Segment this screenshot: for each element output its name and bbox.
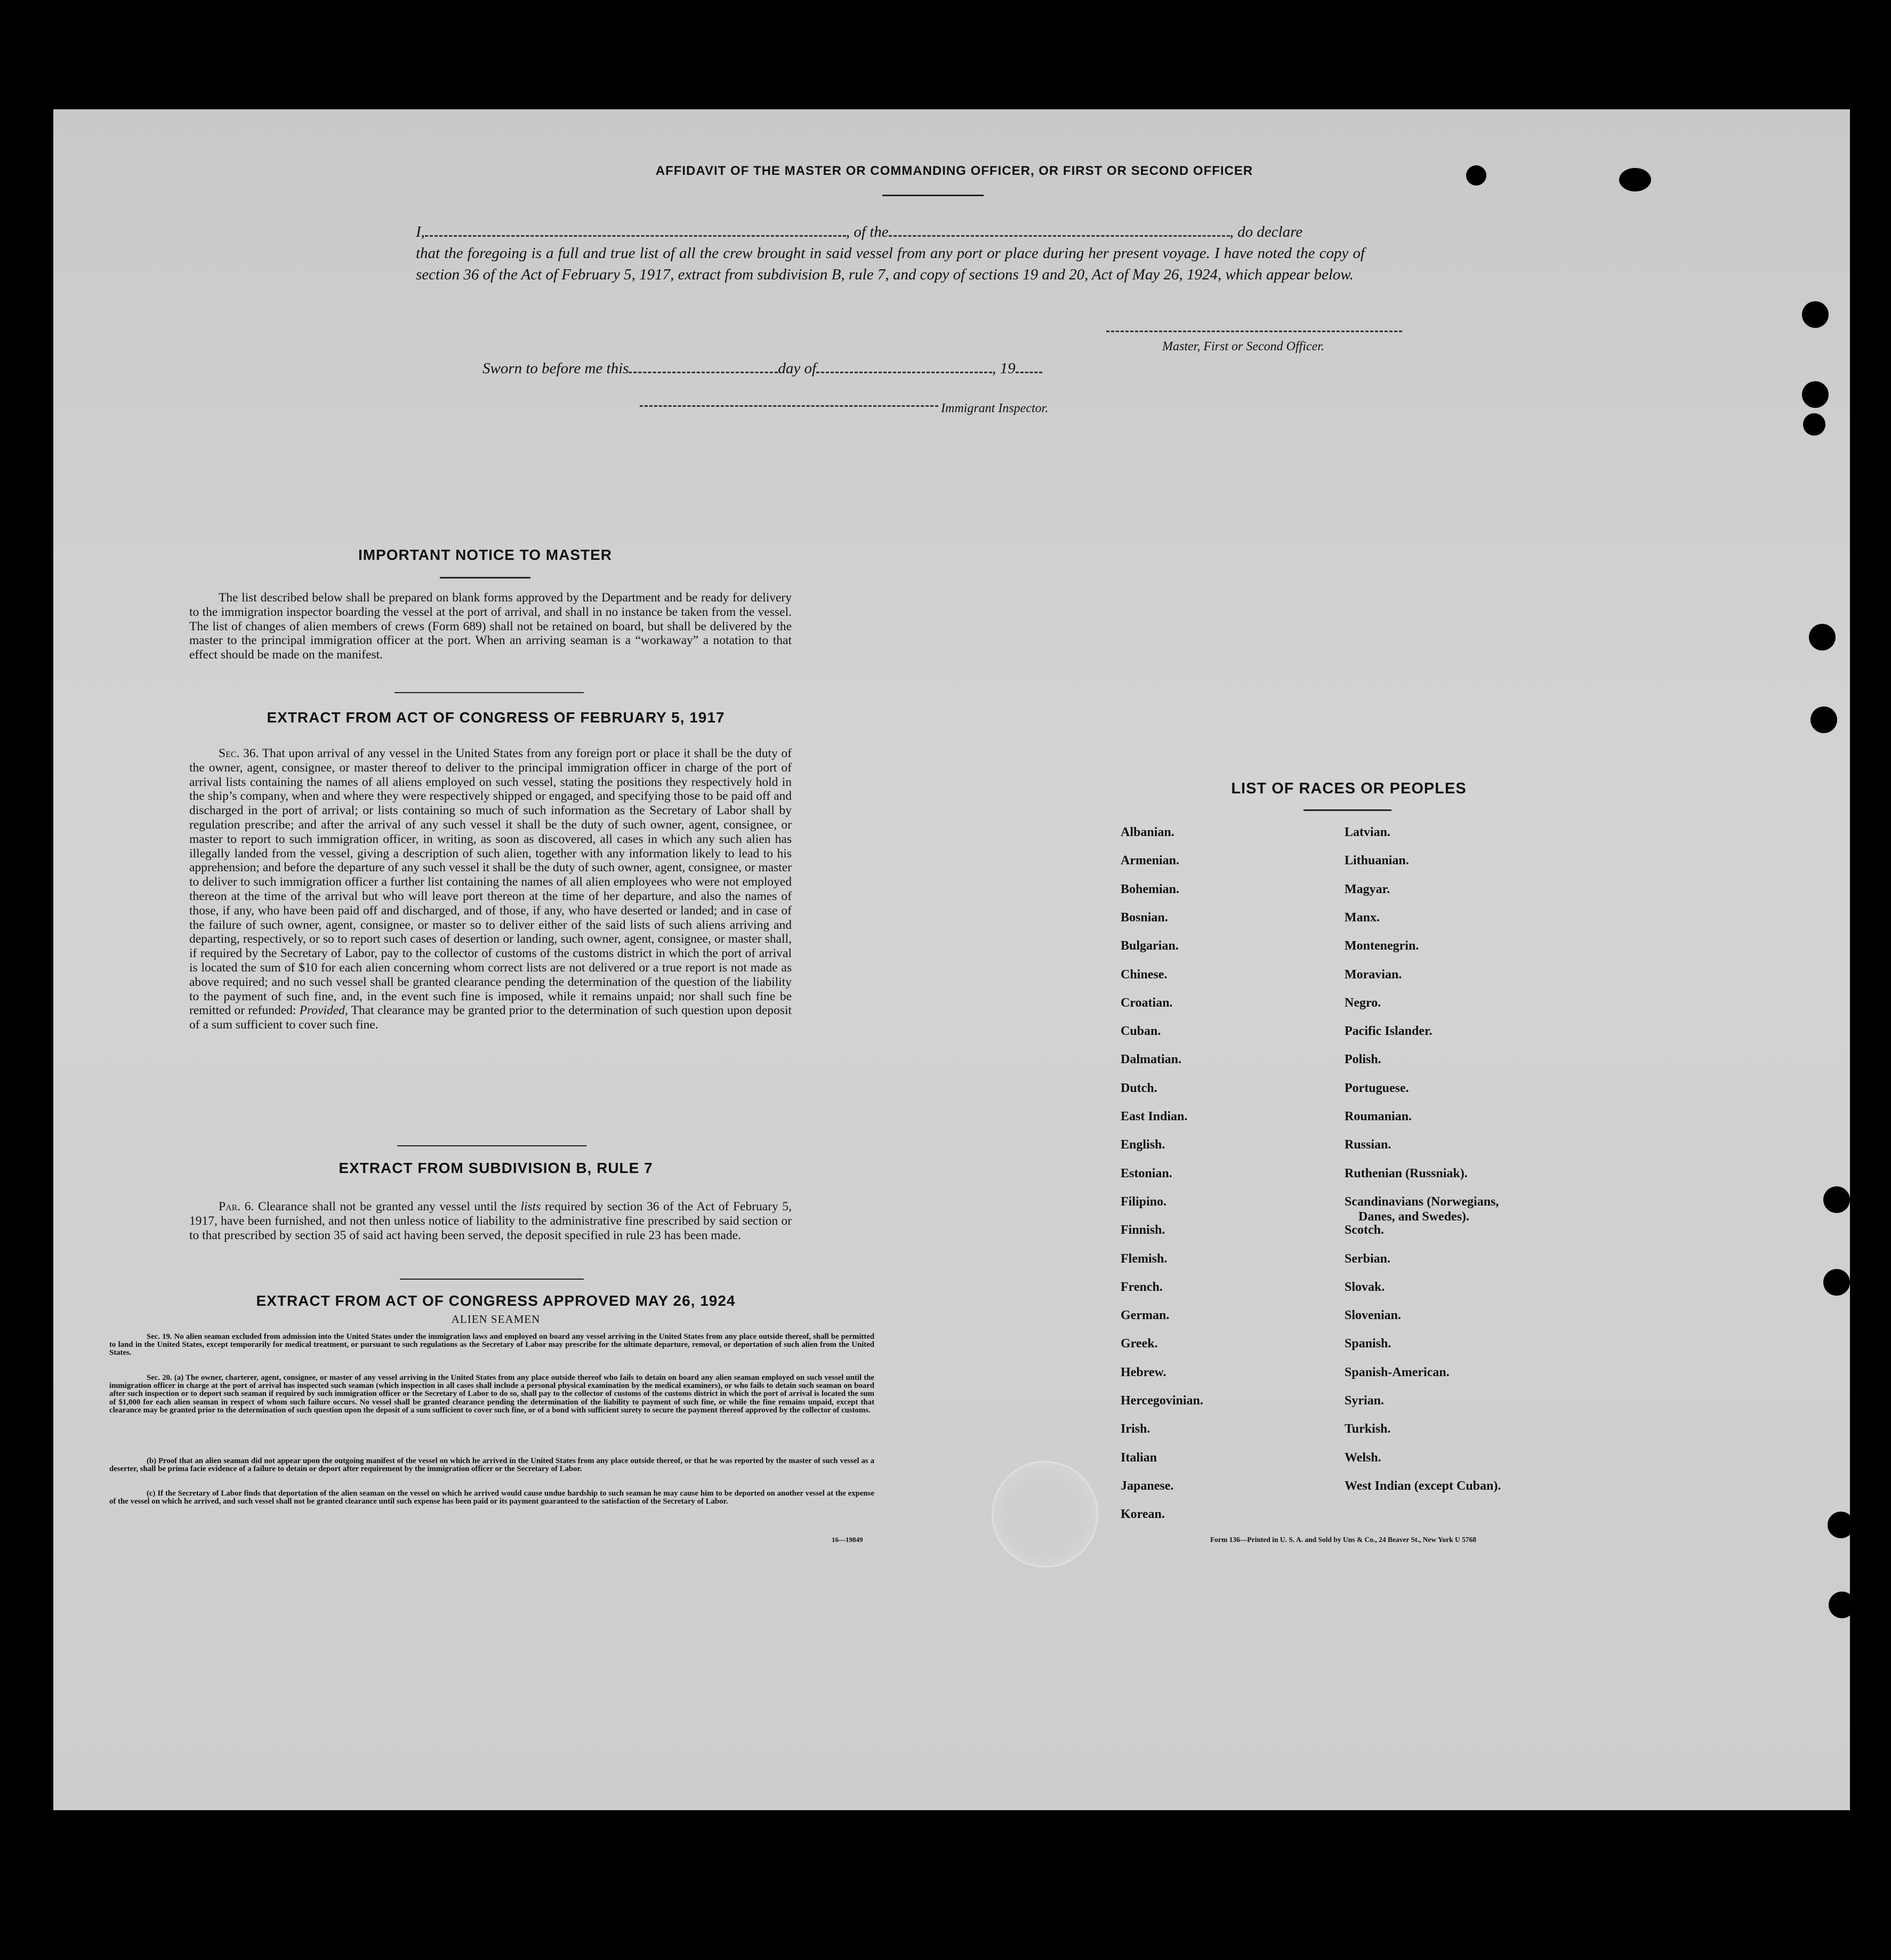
sworn-year-field[interactable] [1016,363,1042,373]
rule7-heading: EXTRACT FROM SUBDIVISION B, RULE 7 [339,1160,653,1176]
rule7-text-a: Clearance shall not be granted any vessel until the [258,1200,517,1214]
section-label: Sec. 36. [219,746,259,760]
race-item: Slovak. [1345,1280,1385,1294]
sec19-text: Sec. 19. No alien seaman excluded from admission into the United States under the immigration laws and employed on board any vessel arriving in the United States from any place outside thereof, shall be permitted to land in the United States, except temporarily for medical treatment, or pursuant to such regulations as the Secretary of Labor may prescribe for the ultimate departure, removal, or deportation of such alien from the United States. [109,1332,874,1357]
inspector-signature-field[interactable] [640,405,938,407]
print-code: 16—19849 [832,1536,863,1544]
race-item: Danes, and Swedes). [1358,1210,1470,1224]
rule7-text [189,1200,792,1242]
race-item: Montenegrin. [1345,939,1419,953]
race-item: Magyar. [1345,882,1390,896]
extract-1917-text [189,746,792,1032]
race-item: Hebrew. [1121,1365,1166,1379]
race-item: Croatian. [1121,996,1173,1010]
sec20a-text: Sec. 20. (a) The owner, charterer, agent, consignee, or master of any vessel arriving in the United States from any place outside thereof who fails to detain on board any alien seaman employed on such vessel until the immigration officer in charge at the port of arrival has inspected such seaman (which inspection in all cases shall include a personal physical examination by the medical examiners), or who fails to detain such seaman on board after such inspection or to deport such seaman if required by such immigration officer or the Secretary of Labor to do so, shall pay to the collector of customs of the customs district in which the port of arrival is located the sum of $1,000 for each alien seaman in respect of whom such failure occurs. No vessel shall be granted clearance pending the determination of the liability to payment of such fine, or while the fine remains unpaid, except that clearance may be granted prior to the determination of such question upon the deposit of a sum sufficient to cover such fine, or of a bond with sufficient surety to secure the payment thereof approved by the collector of customs. [109,1373,874,1415]
race-item: Dalmatian. [1121,1053,1181,1066]
title-rule [882,195,984,196]
extract-1924-heading: EXTRACT FROM ACT OF CONGRESS APPROVED MAY 26, 1924 [256,1292,736,1309]
race-item: Latvian. [1345,825,1391,839]
rule7-text-b: required by section 36 of the Act of February 5, 1917, have been furnished, and not then unless notice of liability to the administrative fine prescribed by said section or to that prescribed by section 35 of said act having been served, the deposit specified in rule 23 has been made. [189,1200,792,1242]
sworn-year-label: , 19 [992,360,1016,377]
race-item: Hercegovinian. [1121,1394,1203,1408]
declaration-text [416,221,1434,285]
notice-rule [440,577,530,579]
race-item: Portuguese. [1345,1081,1409,1095]
race-item: Estonian. [1121,1167,1172,1180]
race-item: Greek. [1121,1337,1158,1351]
lists-word: lists [520,1200,541,1214]
race-item: Armenian. [1121,854,1179,867]
race-item: Roumanian. [1345,1110,1412,1123]
race-item: Scotch. [1345,1223,1384,1237]
race-item: Bosnian. [1121,911,1168,925]
race-item: Filipino. [1121,1195,1167,1209]
race-item: Bohemian. [1121,882,1180,896]
notice-text: The list described below shall be prepared on blank forms approved by the Department and be ready for delivery to the immigration inspector boarding the vessel at the port of arrival, and shall in no instance be taken from the vessel. The list of changes of alien members of crews (Form 689) shall not be retained on board, but shall be delivered by the master to the principal immigration officer at the port. When an arriving seaman is a “workaway” a notation to that effect should be made on the manifest. [189,591,792,662]
sec20c-text: (c) If the Secretary of Labor finds that deportation of the alien seaman on the vessel on which he arrived would cause undue hardship to such seaman he may cause him to be deported on another vessel at the expense of the vessel on which he arrived, and such vessel shall not be granted clearance until such expense has been paid or its payment guaranteed to the satisfaction of the Secretary of Labor. [109,1489,874,1506]
race-item: German. [1121,1308,1170,1322]
section-36-text: That upon arrival of any vessel in the United States from any foreign port or place it shall be the duty of the owner, agent, consignee, or master thereof to deliver to the principal immigration officer in charge of the port of arrival lists containing the names of all aliens employed on such vessel, stating the positions they respectively hold in the ship’s company, when and where they were respectively shipped or engaged, and specifying those to be paid off and discharged in the port of arrival; or lists containing so much of such information as the Secretary of Labor shall by regulation prescribe; and after the arrival of any such vessel it shall be the duty of such owner, agent, consignee, or master to report to such immigration officer, in writing, as soon as discovered, all cases in which any such alien has illegally landed from the vessel, giving a description of such alien, together with any information likely to lead to his apprehension; and before the departure of any such vessel it shall be the duty of such owner, agent, consignee, or master to deliver to such immigration officer a further list containing the names of all alien employees who were not employed thereon at the time of the arrival but who will leave port thereon at the time of her departure, and also the names of those, if any, who have been paid off and discharged, and of those, if any, who have deserted or landed; and in case of the failure of such owner, agent, consignee, or master so to deliver either of the said lists of such aliens arriving and departing, respectively, or so to report such cases of desertion or landing, such owner, agent, consignee, or master shall, if required by the Secretary of Labor, pay to the collector of customs of the customs district in which the port of arrival is located the sum of $10 for each alien concerning whom correct lists are not delivered or a true report is not made as above required; and no such vessel shall be granted clearance pending the determination of the question of the liability to the payment of such fine, and, in the event such fine is imposed, while it remains unpaid; nor shall such fine be remitted or refunded: [189,746,792,1018]
divider [395,692,584,693]
race-item: Flemish. [1121,1252,1168,1266]
signature-label: Master, First or Second Officer. [1162,340,1324,354]
race-item: Lithuanian. [1345,854,1409,867]
race-item: Spanish-American. [1345,1365,1450,1379]
punch-hole [1803,413,1825,436]
divider [397,1145,586,1146]
race-item: Syrian. [1345,1394,1385,1408]
notice-heading: IMPORTANT NOTICE TO MASTER [358,547,613,563]
race-item: Welsh. [1345,1451,1381,1465]
punch-hole [1619,168,1651,191]
provided-label: Provided, [299,1003,348,1018]
race-item: Italian [1121,1451,1157,1465]
race-item: Scandinavians (Norwegians, [1345,1195,1499,1209]
affidavit-title: AFFIDAVIT OF THE MASTER OR COMMANDING OFFICER, OR FIRST OR SECOND OFFICER [655,164,1253,178]
race-item: Bulgarian. [1121,939,1179,953]
sworn-day-field[interactable] [629,363,778,373]
punch-hole [1823,1269,1850,1296]
divider [400,1279,584,1280]
sworn-day-label: day of [778,360,817,377]
race-item: Serbian. [1345,1252,1391,1266]
declaration-line-1 [416,221,1434,243]
race-item: East Indian. [1121,1110,1188,1123]
sworn-line [482,360,1138,377]
race-item: English. [1121,1138,1165,1152]
do-declare-label: , do declare [1229,223,1303,240]
race-item: Spanish. [1345,1337,1391,1351]
punch-hole [1823,1186,1850,1213]
race-item: Pacific Islander. [1345,1024,1433,1038]
race-item: Albanian. [1121,825,1174,839]
race-item: Cuban. [1121,1024,1161,1038]
race-item: Chinese. [1121,968,1168,982]
race-item: Dutch. [1121,1081,1157,1095]
signature-field[interactable] [1106,331,1402,332]
i-label: I, [416,223,425,240]
races-rule [1303,809,1391,811]
punch-hole [1809,624,1836,650]
punch-hole [1829,1592,1855,1618]
race-item: West Indian (except Cuban). [1345,1479,1501,1493]
sworn-prefix: Sworn to before me this [482,360,629,377]
race-item: Slovenian. [1345,1308,1402,1322]
inspector-label: Immigrant Inspector. [941,401,1049,415]
race-item: Turkish. [1345,1422,1391,1436]
race-item: Moravian. [1345,968,1402,982]
sworn-month-field[interactable] [816,363,992,373]
declaration-body: that the foregoing is a full and true list of all the crew brought in said vessel from any port or place during her present voyage. I have noted the copy of section 36 of the Act of February 5, 1917, extract from subdivision B, rule 7, and copy of sections 19 and 20, Act of May 26, 1924, which appear below. [416,245,1365,283]
race-item: French. [1121,1280,1163,1294]
vessel-field[interactable] [889,226,1230,237]
race-item: Finnish. [1121,1223,1165,1237]
race-item: Japanese. [1121,1479,1174,1493]
name-field[interactable] [425,226,846,237]
races-heading: LIST OF RACES OR PEOPLES [1231,780,1467,797]
par-label: Par. 6. [219,1200,254,1214]
punch-hole [1802,301,1829,328]
punch-hole [1828,1512,1854,1538]
punch-hole [1802,381,1829,408]
extract-1924-subheading: ALIEN SEAMEN [451,1313,541,1326]
race-item: Irish. [1121,1422,1150,1436]
sec20b-text: (b) Proof that an alien seaman did not appear upon the outgoing manifest of the vessel on which he arrived in the United States from any place outside thereof, or that he was reported by the master of such vessel as a deserter, shall be prima facie evidence of a failure to detain or deport after requirement by the immigration officer or the Secretary of Labor. [109,1457,874,1474]
of-the-label: , of the [846,223,889,240]
form-printer-note: Form 136—Printed in U. S. A. and Sold by Uns & Co., 24 Beaver St., New York U 5768 [1210,1536,1477,1544]
race-item: Russian. [1345,1138,1391,1152]
race-item: Manx. [1345,911,1380,925]
embossed-seal [992,1461,1098,1568]
provided-text: That clearance may be granted prior to the determination of such question upon deposit of a sum sufficient to cover such fine. [189,1003,792,1032]
extract-1917-heading: EXTRACT FROM ACT OF CONGRESS OF FEBRUARY 5, 1917 [267,709,725,726]
race-item: Korean. [1121,1507,1165,1521]
race-item: Negro. [1345,996,1381,1010]
punch-hole [1810,706,1837,733]
punch-hole [1466,165,1486,186]
race-item: Ruthenian (Russniak). [1345,1167,1468,1180]
race-item: Polish. [1345,1053,1381,1066]
